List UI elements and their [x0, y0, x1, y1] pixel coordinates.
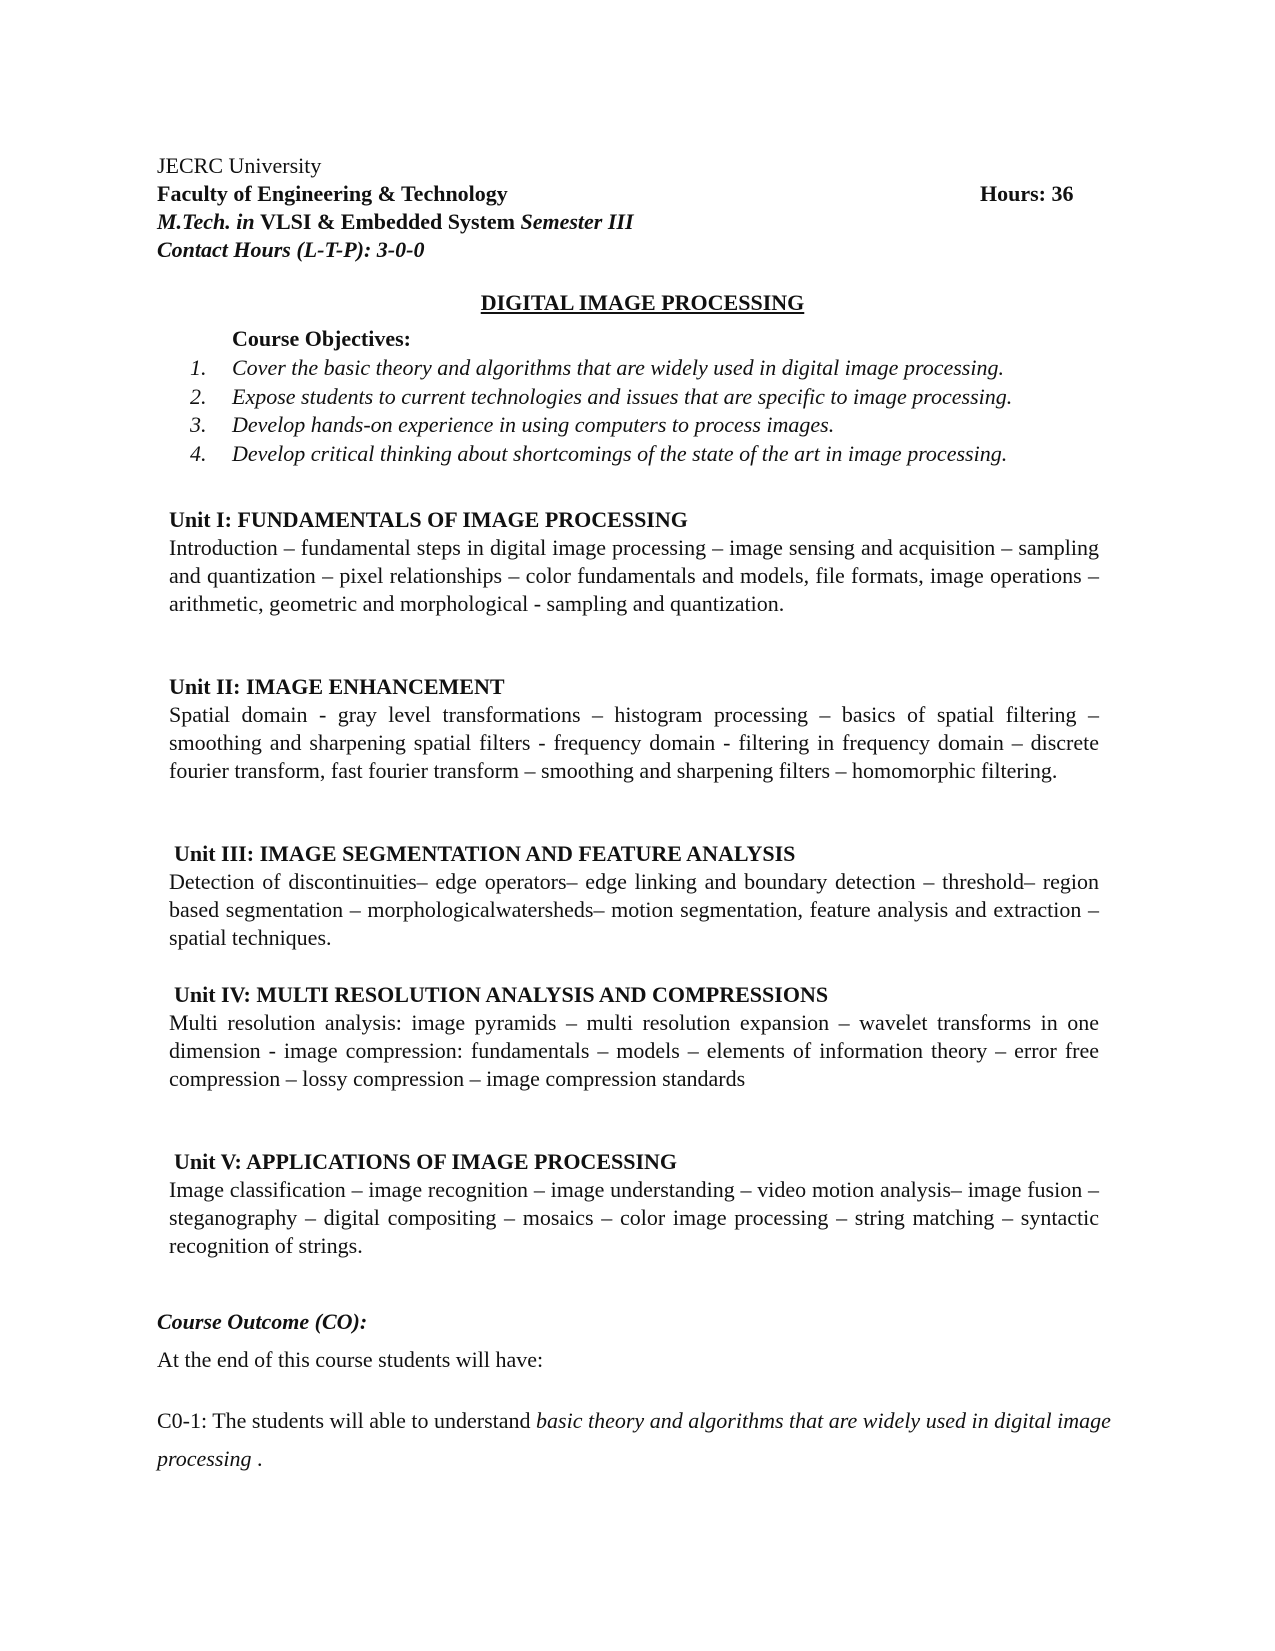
- program-prefix: M.Tech. in: [157, 209, 255, 234]
- unit-5-title: Unit V: APPLICATIONS OF IMAGE PROCESSING: [174, 1149, 678, 1174]
- objectives-heading: Course Objectives:: [232, 326, 412, 351]
- unit-1-body: Introduction – fundamental steps in digital image processing – image sensing and acquisition – sampling and quantization – pixel relationships – color fundamentals and models, file formats, image operations – arithmetic, geometric and morphological - sampling and quantization.: [169, 535, 1099, 616]
- objectives-list: [190, 354, 1110, 468]
- unit-4-title: Unit IV: MULTI RESOLUTION ANALYSIS AND COMPRESSIONS: [174, 982, 829, 1007]
- objective-text: Develop critical thinking about shortcomings of the state of the art in image processing.: [232, 440, 1008, 466]
- program-name: VLSI & Embedded System: [260, 209, 515, 234]
- objective-number: 1.: [190, 355, 207, 380]
- unit-5-body: Image classification – image recognition – image understanding – video motion analysis– image fusion – steganography – digital compositing – mosaics – color image processing – string matching – syntactic recognition of strings.: [169, 1177, 1099, 1258]
- contact-hours: Contact Hours (L-T-P): 3-0-0: [157, 237, 425, 262]
- outcome-co1: [157, 1402, 1117, 1478]
- university-name: JECRC University: [157, 153, 322, 178]
- co1-suffix: .: [251, 1446, 263, 1471]
- objective-number: 3.: [190, 412, 207, 437]
- objective-number: 2.: [190, 383, 207, 409]
- objective-item: [190, 354, 1110, 383]
- faculty-name: Faculty of Engineering & Technology: [157, 181, 508, 206]
- objective-text: Develop hands-on experience in using computers to process images.: [232, 412, 835, 437]
- objective-text: Cover the basic theory and algorithms that are widely used in digital image processing.: [232, 355, 1004, 380]
- course-hours: Hours: 36: [980, 181, 1074, 206]
- objective-item: [190, 440, 1110, 469]
- objective-text: Expose students to current technologies and issues that are specific to image processing.: [232, 383, 1013, 409]
- co1-italic: basic theory and algorithms that are widely used in digital image processing: [157, 1408, 1111, 1471]
- co1-prefix: C0-1: The students will able to understand: [157, 1408, 531, 1433]
- unit-2-body: Spatial domain - gray level transformations – histogram processing – basics of spatial filtering – smoothing and sharpening spatial filters - frequency domain - filtering in frequency domain – discrete fourier transform, fast fourier transform – smoothing and sharpening filters – homomorphic filtering.: [169, 702, 1099, 783]
- course-title-text: DIGITAL IMAGE PROCESSING: [480, 290, 805, 315]
- unit-3-title: Unit III: IMAGE SEGMENTATION AND FEATURE ANALYSIS: [174, 841, 796, 866]
- semester: Semester III: [520, 209, 634, 234]
- unit-1-title: Unit I: FUNDAMENTALS OF IMAGE PROCESSING: [169, 507, 688, 532]
- objective-item: [190, 383, 1110, 412]
- program-line: [157, 208, 634, 236]
- outcome-intro: At the end of this course students will have:: [157, 1347, 544, 1372]
- unit-2-title: Unit II: IMAGE ENHANCEMENT: [169, 674, 505, 699]
- course-title: [0, 289, 1275, 317]
- unit-4-body: Multi resolution analysis: image pyramids – multi resolution expansion – wavelet transforms in one dimension - image compression: fundamentals – models – elements of information theory – error free compression – lossy compression – image compression standards: [169, 1010, 1099, 1091]
- unit-3-body: Detection of discontinuities– edge operators– edge linking and boundary detection – threshold– region based segmentation – morphologicalwatersheds– motion segmentation, feature analysis and extraction – spatial techniques.: [169, 869, 1099, 950]
- objective-number: 4.: [190, 440, 207, 466]
- objective-item: [190, 411, 1110, 440]
- outcome-heading: Course Outcome (CO):: [157, 1309, 368, 1334]
